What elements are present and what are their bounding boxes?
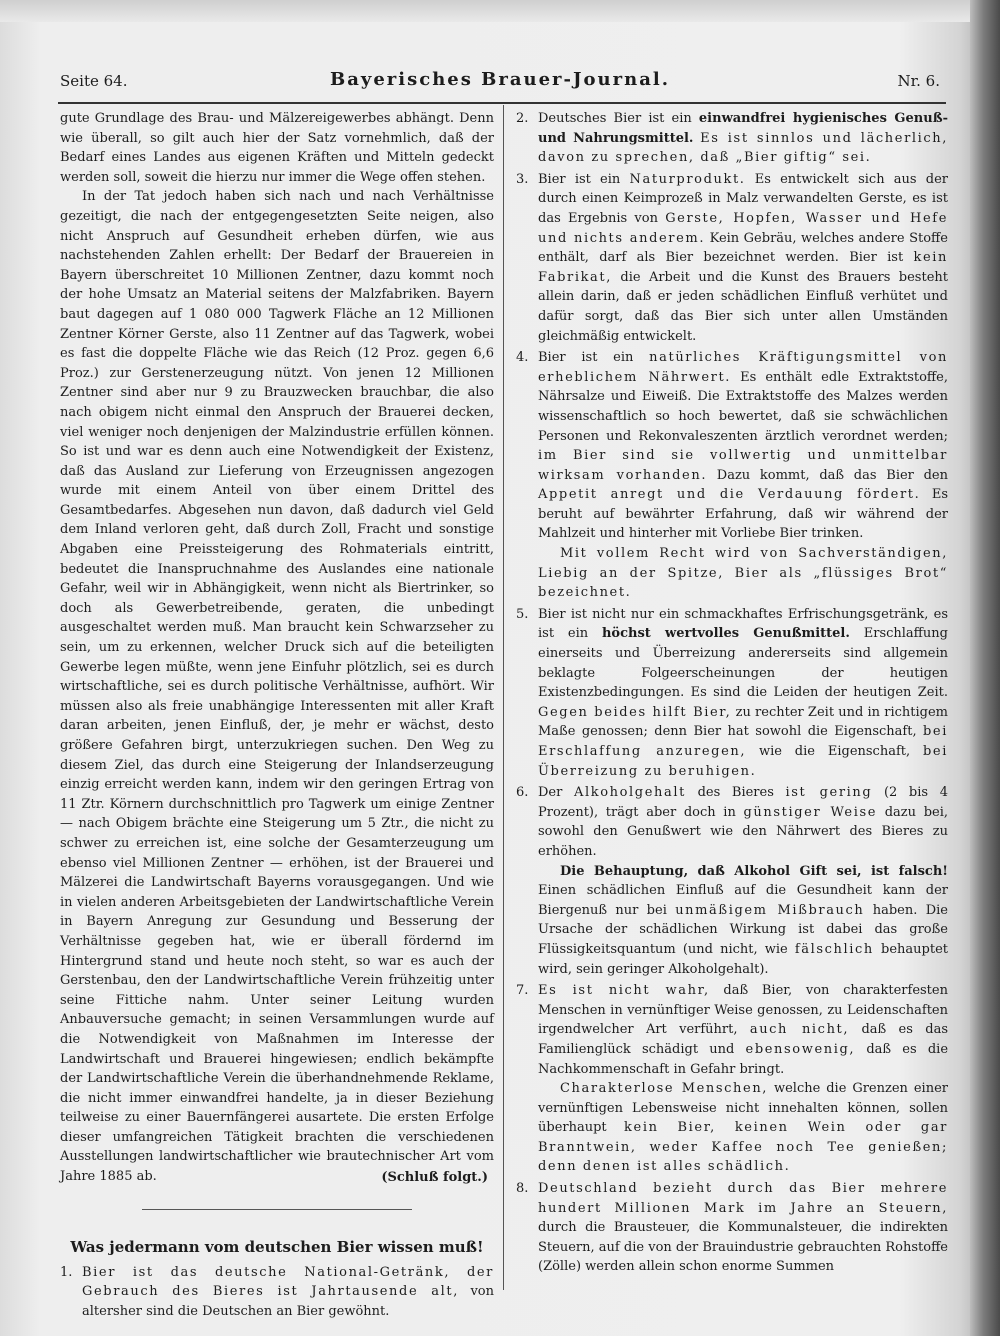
list-item-4-text-a: Bier ist ein (538, 350, 634, 366)
list-item-8-number: 8. (516, 1181, 529, 1197)
list-item-7-continued (516, 1079, 948, 1177)
left-column (60, 109, 494, 1322)
list-item-5-text-b: Erschlaffung einerseits und Überreizung andererseits sind allgemein beklagte Folgeerscheinungen der heutigen Existenzbedingungen. Es sind die Leiden der heutigen Zeit. (538, 626, 948, 701)
list-item-1-number: 1. (60, 1264, 73, 1280)
list-item-5-spaced-d: bei Überreizung zu beruhigen. (538, 744, 948, 779)
list-item-7-spaced-b: auch nicht, (749, 1022, 850, 1038)
list-item-7-spaced-e: Charakterlose Menschen, (560, 1081, 769, 1097)
section-heading: Was jedermann vom deutschen Bier wissen muß! (70, 1238, 484, 1257)
list-item-6 (516, 783, 948, 861)
list-item-6-bold: Die Behauptung, daß Alkohol Gift sei, ist falsch! (560, 863, 948, 879)
list-item-4-text-b: Es enthält edle Extraktstoffe, Nährsalze und Eiweiß. Die Extraktstoffe des Malzes werden wissenschaftlich so hoch bewertet, daß sie schwächlichen Personen und Rekonvaleszenten ärztlich verordnet werden; (538, 369, 948, 444)
list-item-3-spaced-b: Gerste, Hopfen, Wasser und Hefe und nichts anderem. (538, 210, 948, 246)
article-paragraph-2: In der Tat jedoch haben sich nach und nach Verhältnisse gezeitigt, die nach der entgegengesetzten Seite neigen, also nicht Anspruch auf Gesundheit erheben dürfen, wie aus nachstehenden Zahlen erhellt: Der Bedarf der Brauereien in Bayern überschreitet 10 Millionen Zentner, dazu kommt noch der hohe Umsatz an Material seitens der Malzfabriken. Bayern baut dagegen auf 1 080 000 Tagwerk Fläche an 12 Millionen Zentner Körner Gerste, also 11 Zentner auf das Tagwerk, wobei es fast die doppelte Fläche wie das Reich (12 Proz. gegen 6,6 Proz.) zur Gerstenerzeugung nützt. Von jenen 12 Millionen Zentner sind aber nur 9 zu Brauzwecken brauchbar, die also nach obigem nicht einmal den Anspruch der Brauerei decken, viel weniger noch denjenigen der Malzindustrie erfüllen können. So ist und war es denn auch eine Notwendigkeit der Existenz, daß das Ausland zur Lieferung von Erzeugnissen angezogen wurde mit einem Anteil von über einem Drittel des Gesamtbedarfes. Abgesehen nun davon, daß dadurch viel Geld dem Inland verloren geht, daß durch Zoll, Fracht und sonstige Abgaben eine Preissteigerung des Rohmaterials eintritt, bedeutet die Inanspruchnahme des Auslandes eine nationale Gefahr, weil wir in Abhängigkeit, wenn nicht als Biertrinker, so doch als Gewerbetreibende, geraten, die unbedingt ausgeschaltet werden muß. Man braucht kein Schwarzseher zu sein, um zu erkennen, welcher Druck sich auf die beteiligten Gewerbe legen müßte, wenn jene Einfuhr plötzlich, sei es durch wirtschaftliche, sei es durch politische Verhältnisse, aufhört. Wir müssen also als freie unabhängige Interessenten mit aller Kraft daran arbeiten, jenen Einfluß, der, je mehr er wächst, desto größere Gefahren birgt, unterzukriegen suchen. Den Weg zu diesem Ziel, das durch eine Steigerung der Inlandserzeugung einzig erreicht werden kann, indem wir den geringen Ertrag von 11 Ztr. Körnern durchschnittlich pro Tagwerk um einige Zentner — nach Obigem brächte eine Steigerung um 5 Ztr., die nicht zu schwer zu erreichen ist, eine solche der Gesamterzeugung um ebenso viel Millionen Zentner — erhöhen, ist der Brauerei und Mälzerei die Landwirtschaft Bayerns vorausgegangen. Und wie in vielen anderen Arbeitsgebieten der Landwirtschaftliche Verein in Bayern Anregung zur Gesundung und Besserung der Verhältnisse gegeben hat, wie er überall fördernd im Hintergrund stand und heute noch steht, so war es auch der Gerstenbau, den der Landwirtschaftliche Verein frühzeitig unter seine Fittiche nahm. Unter seiner Leitung wurden Anbauversuche gemacht; in seinen Versammlungen wurde auf die Notwendigkeit von Maßnahmen im Interesse der Landwirtschaft und Brauerei hingewiesen; endlich bekämpfte der Landwirtschaftliche Verein die überhandnehmende Reklame, die nicht immer einwandfrei handelte, ja in dieser Beziehung teilweise zu einer Bauernfängerei ausartete. Die ersten Erfolge dieser umfangreichen Tätigkeit brachten die verschiedenen Ausstellungen landwirtschaftlicher wie brautechnischer Art vom Jahre 1885 ab. (60, 189, 494, 1185)
list-item-1-text: von altersher sind die Deutschen an Bier gewöhnt. (82, 1284, 494, 1320)
list-item-1-spaced-text: Bier ist das deutsche National-Getränk, der Gebrauch des Bieres ist Jahrtausende alt, (82, 1264, 494, 1300)
list-item-6-text-e: Einen schädlichen Einfluß auf die Gesundheit kann der Biergenuß nur bei (538, 883, 948, 918)
list-item-5-bold: höchst wertvolles Genußmittel. (601, 626, 850, 642)
list-item-3-spaced-c: kein Fabrikat, (538, 250, 948, 285)
list-item-6-text-d: dazu bei, sowohl den Genußwert wie den Nährwert des Bieres zu erhöhen. (538, 804, 948, 859)
list-item-6-number: 6. (516, 785, 529, 801)
list-item-6-text-b: des Bieres (697, 785, 774, 801)
list-item-3 (516, 170, 948, 346)
list-item-4-number: 4. (516, 350, 529, 366)
list-item-4-text-c: Dazu kommt, daß das Bier den (716, 467, 948, 483)
list-item-2-intro: Deutsches Bier ist ein (538, 111, 692, 126)
list-item-5-text-a: Bier ist nicht nur ein schmackhaftes Erfrischungsgetränk, es ist ein (538, 606, 948, 642)
right-column (516, 109, 948, 1277)
article-paragraph-1: gute Grundlage des Brau- und Mälzereigewerbes abhängt. Denn wie überall, so gilt auch hier der Satz vornehmlich, daß der Bedarf eines Landes aus eigenen Kräften und Mitteln gedeckt werden soll, soweit die hierzu nur immer die Wege offen stehen. (60, 111, 494, 185)
list-item-6-spaced-a: Alkoholgehalt (573, 785, 686, 801)
list-item-6-spaced-b: ist gering (785, 785, 873, 801)
list-item-3-text-d: die Arbeit und die Kunst des Brauers besteht allein darin, daß er jeden schädlichen Einfluß verhütet und dafür sorgt, daß das Bier sich unter allen Umständen gleichmäßig entwickelt. (538, 269, 948, 344)
list-item-8-spaced-a: Deutschland bezieht durch das Bier mehrere hundert Millionen Mark im Jahre an Steuern, (538, 1181, 948, 1216)
list-item-6-continued (516, 862, 948, 980)
list-item-5-text-d: wie die Eigenschaft, (758, 744, 911, 759)
list-item-6-spaced-e: unmäßigem Mißbrauch (675, 902, 865, 918)
list-item-7-text-b: daß Bier, von charakterfesten Menschen in vernünftiger Weise genossen, zu Leidenschaften irgendwelcher Art verführt, (538, 983, 948, 1038)
list-item-7-text-c: daß es das Familienglück schädigt und (538, 1022, 948, 1057)
list-item-6-spaced-f: fälschlich (794, 941, 874, 957)
list-item-7-spaced-c: ebensowenig, (745, 1041, 856, 1057)
list-item-6-text-f: haben. Die Ursache der schädlichen Wirkung ist dabei das große Flüssigkeitsquantum (und nicht, wie (538, 902, 948, 957)
list-item-4-quote: Mit vollem Recht wird von Sachverständigen, Liebig an der Spitze, Bier als „flüssiges Brot“ bezeichnet. (538, 546, 948, 601)
list-item-5-text-c: zu rechter Zeit und in richtigem Maße genossen; denn Bier hat sowohl die Eigenschaft, (538, 704, 949, 740)
list-item-4-spaced-b: im Bier sind sie vollwertig und unmittelbar wirksam vorhanden. (538, 448, 948, 483)
book-spine-shadow (970, 0, 1000, 1336)
list-item-8 (516, 1179, 948, 1277)
list-item-5-number: 5. (516, 606, 529, 622)
list-item-3-text-b: Es entwickelt sich aus der durch einen Keimprozeß in Malz verwandelten Gerste, es ist das Ergebnis von (538, 171, 948, 226)
list-item-3-number: 3. (516, 171, 529, 187)
list-item-6-text-a: Der (538, 785, 563, 801)
list-item-4-spaced-c: Appetit anregt und die Verdauung fördert. (538, 487, 921, 503)
list-item-4-spaced-a: natürliches Kräftigungsmittel von erheblichem Nährwert. (538, 350, 948, 385)
page-label: Seite 64. (60, 72, 128, 90)
list-item-2 (516, 109, 948, 168)
header-rule (58, 102, 946, 104)
list-item-7-spaced-f: kein Bier, keinen Wein oder gar Branntwein, weder Kaffee noch Tee genießen; denn denen ist alles schädlich. (538, 1120, 948, 1175)
issue-number: Nr. 6. (897, 72, 940, 90)
list-item-5 (516, 605, 948, 781)
list-item-7 (516, 981, 948, 1079)
list-item-2-bold: einwandfrei hygienisches Genuß- und Nahrungsmittel. (538, 111, 948, 146)
page-top-edge (0, 0, 1000, 22)
list-item-4 (516, 348, 948, 544)
list-item-7-number: 7. (516, 983, 529, 999)
list-item-7-text-f: welche die Grenzen einer vernünftigen Lebensweise nicht innehalten können, sollen überhaupt (538, 1081, 948, 1136)
list-item-5-spaced-c: bei Erschlaffung anzuregen, (538, 724, 948, 759)
list-item-3-text-a: Bier ist ein (538, 171, 621, 187)
closing-note: (Schluß folgt.) (381, 1169, 488, 1185)
list-item-1 (60, 1263, 494, 1322)
list-item-6-spaced-c: günstiger Weise (743, 804, 878, 820)
section-separator (142, 1209, 412, 1210)
list-item-4-text-d: Es beruht auf bewährter Erfahrung, daß wir während der Mahlzeit und hinterher mit Vorliebe Bier trinken. (538, 487, 948, 542)
list-item-7-text-d: daß es die Nachkommenschaft in Gefahr bringt. (538, 1041, 949, 1077)
list-item-6-text-g: behauptet wird, sein geringer Alkoholgehalt). (538, 941, 948, 977)
list-item-2-spaced-text: Es ist sinnlos und lächerlich, davon zu sprechen, daß „Bier giftig“ sei. (538, 130, 948, 166)
list-item-6-text-c: (2 bis 4 Prozent), trägt aber doch in (538, 785, 948, 820)
column-divider (503, 105, 504, 1290)
journal-title: Bayerisches Brauer-Journal. (330, 69, 670, 90)
list-item-7-spaced-a: Es ist nicht wahr, (538, 983, 710, 999)
page-header (60, 69, 940, 102)
list-item-3-text-c: Kein Gebräu, welches andere Stoffe enthält, darf als Bier bezeichnet werden. Bier ist (538, 230, 948, 266)
list-item-5-spaced-b: Gegen beides hilft Bier, (538, 704, 732, 720)
list-item-3-spaced-a: Naturprodukt. (629, 171, 746, 187)
list-item-8-text-b: durch die Brausteuer, die Kommunalsteuer, die indirekten Steuern, auf die von der Brauindustrie gebrauchten Rohstoffe (Zölle) werden allein schon enorme Summen (538, 1220, 948, 1275)
list-item-2-number: 2. (516, 111, 529, 126)
